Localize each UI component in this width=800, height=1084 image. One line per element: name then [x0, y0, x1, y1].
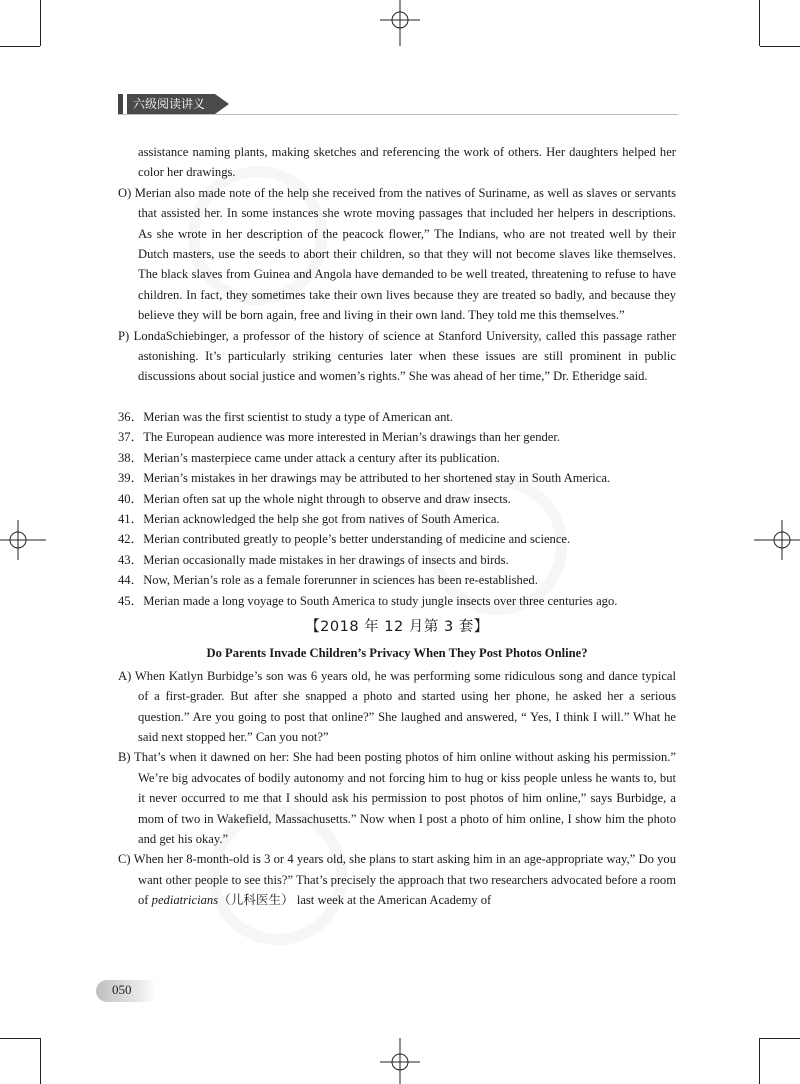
page-content [118, 142, 676, 911]
registration-mark-icon [754, 520, 800, 560]
question-text: Merian occasionally made mistakes in her drawings of insects and birds. [143, 552, 509, 567]
question-number: 45 [118, 593, 131, 608]
question-text: Now, Merian’s role as a female forerunner in sciences has been re-established. [143, 573, 538, 588]
crop-mark [40, 1038, 41, 1084]
question-text: Merian acknowledged the help she got from natives of South America. [143, 511, 500, 526]
list-item: 38．Merian’s masterpiece came under attack a century after its publication. [118, 450, 500, 465]
page-number: 050 [112, 982, 132, 997]
italic-term: pediatricians [151, 893, 219, 908]
paragraph-label: A) [118, 668, 132, 683]
list-item: 39．Merian’s mistakes in her drawings may be attributed to her shortened stay in South America. [118, 471, 611, 486]
list-item: 37．The European audience was more interested in Merian’s drawings than her gender. [118, 430, 561, 445]
paragraph-c [118, 849, 676, 910]
list-item: 45．Merian made a long voyage to South America to study jungle insects over three centuries ago. [118, 593, 618, 608]
crop-mark [760, 1038, 800, 1039]
question-number: 37 [118, 430, 131, 445]
article-title: Do Parents Invade Children’s Privacy When They Post Photos Online? [206, 646, 588, 661]
crop-mark [0, 46, 40, 47]
paragraph-text: When her 8-month-old is 3 or 4 years old, she plans to start asking him in an age-appropriate way,” Do you want other people to see this?” That’s precisely the approach that two researchers advocated before a room of [133, 852, 677, 908]
list-item: 42．Merian contributed greatly to people’s better understanding of medicine and science. [118, 532, 571, 547]
gloss: （儿科医生） [218, 893, 294, 908]
registration-mark-icon [380, 1038, 420, 1084]
list-item: 36．Merian was the first scientist to study a type of American ant. [118, 409, 454, 424]
paragraph-text: LondaSchiebinger, a professor of the history of science at Stanford University, called this passage rather astonishing. It’s particularly striking centuries later when these issues are still prominent in public discussions about social justice and women’s rights.” She was ahead of her time,” Dr. Etheridge said. [133, 328, 676, 384]
question-text: Merian made a long voyage to South America to study jungle insects over three centuries ago. [143, 593, 618, 608]
paragraph-label: O) [118, 185, 132, 200]
paragraph-o [118, 183, 676, 326]
paragraph-a [118, 666, 676, 748]
crop-mark [40, 0, 41, 46]
question-number: 43 [118, 552, 131, 567]
paragraph-label: C) [118, 852, 131, 867]
paragraph-b [118, 747, 676, 849]
set-title: 【2018 年 12 月第 3 套】 [305, 618, 489, 635]
paragraph-label: B) [118, 750, 131, 765]
paragraph-p [118, 326, 676, 387]
question-text: Merian’s mistakes in her drawings may be attributed to her shortened stay in South America. [143, 471, 611, 486]
question-number: 44 [118, 573, 131, 588]
crop-mark [760, 46, 800, 47]
section-header [118, 94, 215, 114]
question-number: 36 [118, 409, 131, 424]
header-bar [118, 94, 123, 114]
question-text: The European audience was more interested in Merian’s drawings than her gender. [143, 430, 561, 445]
paragraph-text: That’s when it dawned on her: She had been posting photos of him online without asking his permission.” We’re big advocates of bodily autonomy and not forcing him to hug or kiss people unless he wants to, but it never occurred to me that I should ask his permission to post photos of him online,” says Burbidge, a mom of two in Wakefield, Massachusetts.” Now when I post a photo of him online, I show him the photo and get his okay.” [134, 750, 676, 846]
question-text: Merian often sat up the whole night through to observe and draw insects. [143, 491, 511, 506]
list-item: 40．Merian often sat up the whole night through to observe and draw insects. [118, 491, 511, 506]
crop-mark [759, 0, 760, 46]
list-item: 41．Merian acknowledged the help she got from natives of South America. [118, 511, 500, 526]
paragraph-label: P) [118, 328, 130, 343]
registration-mark-icon [380, 0, 420, 46]
page-number-badge [96, 980, 156, 1002]
question-number: 41 [118, 511, 131, 526]
paragraph-text: last week at the American Academy of [293, 893, 492, 908]
paragraph-text: Merian also made note of the help she received from the natives of Suriname, as well as slaves or servants that assisted her. In some instances she wrote moving passages that included her helpers in descriptions. As she wrote in her description of the peacock flower,” The Indians, who are not treated well by their Dutch masters, use the seeds to abort their children, so that they will not become slaves like themselves. The black slaves from Guinea and Angola have demanded to be well treated, threatening to refuse to have children. In fact, they sometimes take their own lives because they are treated so badly, and because they believe they will be born again, free and living in their own land. They told me this themselves.” [134, 185, 677, 323]
question-text: Merian was the first scientist to study a type of American ant. [143, 409, 454, 424]
question-number: 42 [118, 532, 131, 547]
paragraph-text: When Katlyn Burbidge’s son was 6 years old, he was performing some ridiculous song and dance typical of a first-grader. But after she snapped a photo and started using her phone, he asked her a serious question.” Are you going to post that online?” She laughed and answered, “ Yes, I think I will.” What he said next stopped her.” Can you not?” [134, 668, 676, 744]
list-item: 44．Now, Merian’s role as a female forerunner in sciences has been re-established. [118, 573, 538, 588]
question-number: 40 [118, 491, 131, 506]
question-text: Merian’s masterpiece came under attack a century after its publication. [143, 450, 500, 465]
registration-mark-icon [0, 520, 46, 560]
header-divider [118, 114, 678, 115]
question-number: 39 [118, 471, 131, 486]
paragraph-continuation: assistance naming plants, making sketches and referencing the work of others. Her daughters helped her color her drawings. [138, 145, 676, 180]
section-header-label: 六级阅读讲义 [127, 94, 215, 114]
question-list [118, 407, 676, 611]
crop-mark [0, 1038, 40, 1039]
question-number: 38 [118, 450, 131, 465]
list-item: 43．Merian occasionally made mistakes in her drawings of insects and birds. [118, 552, 509, 567]
question-text: Merian contributed greatly to people’s better understanding of medicine and science. [143, 532, 571, 547]
crop-mark [759, 1038, 760, 1084]
